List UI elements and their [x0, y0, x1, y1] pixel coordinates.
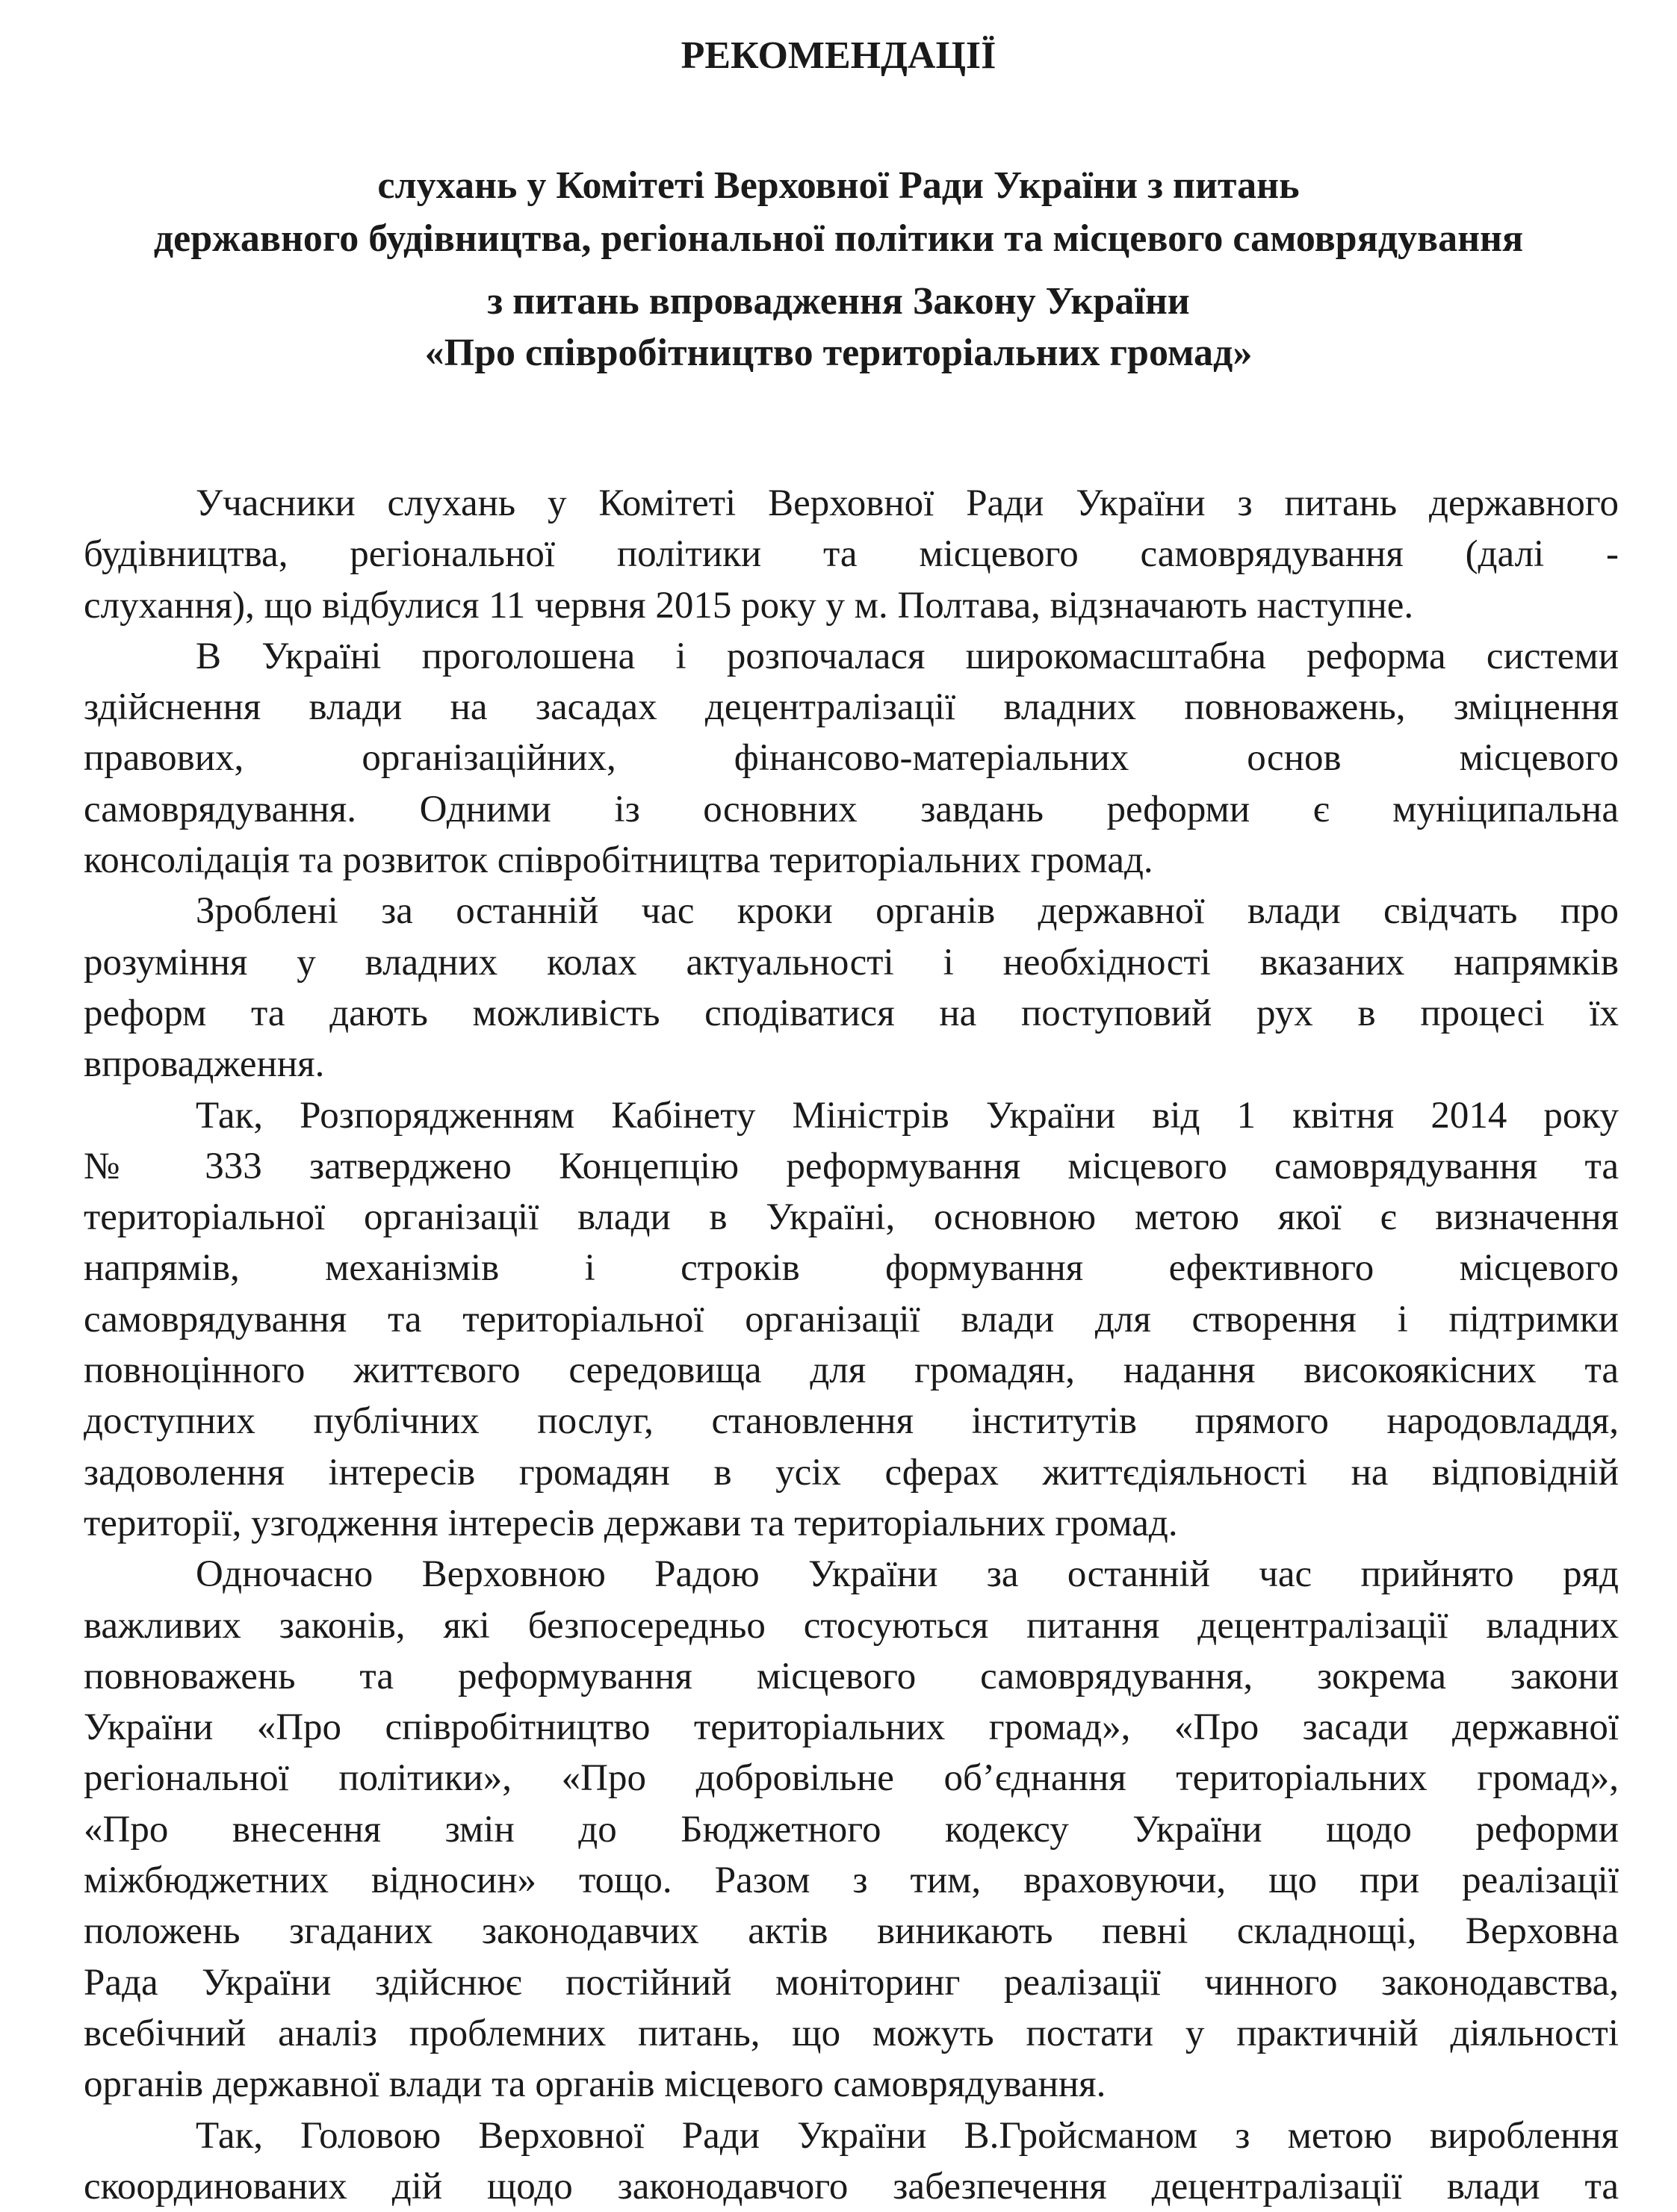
- text-line: консолідація та розвиток співробітництва територіальних громад.: [84, 835, 1619, 886]
- text-line: задоволення інтересів громадян в усіх сферах життєдіяльності на відповідній: [84, 1447, 1619, 1498]
- text-line: Рада України здійснює постійний моніторинг реалізації чинного законодавства,: [84, 1957, 1619, 2008]
- text-line: правових, організаційних, фінансово-матеріальних основ місцевого: [84, 733, 1619, 783]
- subtitle-line: державного будівництва, регіональної політики та місцевого самоврядування: [0, 214, 1677, 264]
- text-line: самоврядування та територіальної організації влади для створення і підтримки: [84, 1294, 1619, 1345]
- paragraph: [84, 1549, 1619, 2110]
- text-line: В Україні проголошена і розпочалася широкомасштабна реформа системи: [84, 631, 1619, 682]
- paragraph: [84, 886, 1619, 1090]
- text-line: слухання), що відбулися 11 червня 2015 року у м. Полтава, відзначають наступне.: [84, 580, 1619, 631]
- text-line: міжбюджетних відносин» тощо. Разом з тим, враховуючи, що при реалізації: [84, 1855, 1619, 1906]
- text-line: скоординованих дій щодо законодавчого забезпечення децентралізації влади та: [84, 2161, 1619, 2212]
- text-line: «Про внесення змін до Бюджетного кодексу України щодо реформи: [84, 1804, 1619, 1855]
- document-body: [84, 478, 1619, 2212]
- topic-line: «Про співробітництво територіальних громад»: [0, 328, 1677, 379]
- text-line: органів державної влади та органів місцевого самоврядування.: [84, 2059, 1619, 2110]
- text-line: всебічний аналіз проблемних питань, що можуть постати у практичній діяльності: [84, 2008, 1619, 2059]
- text-line: територіальної організації влади в Україні, основною метою якої є визначення: [84, 1192, 1619, 1243]
- text-line: території, узгодження інтересів держави та територіальних громад.: [84, 1498, 1619, 1549]
- paragraph: [84, 631, 1619, 886]
- text-line: регіональної політики», «Про добровільне об’єднання територіальних громад»,: [84, 1753, 1619, 1804]
- subtitle-line: слухань у Комітеті Верховної Ради України з питань: [0, 161, 1677, 211]
- document-title: РЕКОМЕНДАЦІЇ: [0, 31, 1677, 81]
- text-line: повноважень та реформування місцевого самоврядування, зокрема закони: [84, 1651, 1619, 1702]
- text-line: будівництва, регіональної політики та місцевого самоврядування (далі -: [84, 529, 1619, 580]
- text-line: № 333 затверджено Концепцію реформування місцевого самоврядування та: [84, 1141, 1619, 1192]
- text-line: України «Про співробітництво територіальних громад», «Про засади державної: [84, 1702, 1619, 1753]
- text-line: важливих законів, які безпосередньо стосуються питання децентралізації владних: [84, 1600, 1619, 1651]
- text-line: Так, Розпорядженням Кабінету Міністрів України від 1 квітня 2014 року: [84, 1090, 1619, 1141]
- text-line: положень згаданих законодавчих актів виникають певні складнощі, Верховна: [84, 1906, 1619, 1957]
- paragraph: [84, 2110, 1619, 2212]
- text-line: Учасники слухань у Комітеті Верховної Ради України з питань державного: [84, 478, 1619, 529]
- text-line: доступних публічних послуг, становлення інститутів прямого народовладдя,: [84, 1396, 1619, 1447]
- text-line: напрямів, механізмів і строків формування ефективного місцевого: [84, 1243, 1619, 1293]
- text-line: розуміння у владних колах актуальності і необхідності вказаних напрямків: [84, 937, 1619, 988]
- topic-line: з питань впровадження Закону України: [0, 276, 1677, 327]
- text-line: повноцінного життєвого середовища для громадян, надання високоякісних та: [84, 1345, 1619, 1396]
- text-line: Одночасно Верховною Радою України за останній час прийнято ряд: [84, 1549, 1619, 1600]
- paragraph: [84, 1090, 1619, 1550]
- text-line: Зроблені за останній час кроки органів державної влади свідчать про: [84, 886, 1619, 936]
- text-line: самоврядування. Одними із основних завдань реформи є муніципальна: [84, 784, 1619, 835]
- text-line: здійснення влади на засадах децентралізації владних повноважень, зміцнення: [84, 682, 1619, 733]
- text-line: реформ та дають можливість сподіватися на поступовий рух в процесі їх: [84, 988, 1619, 1039]
- text-line: впровадження.: [84, 1039, 1619, 1090]
- paragraph: [84, 478, 1619, 631]
- text-line: Так, Головою Верховної Ради України В.Гройсманом з метою вироблення: [84, 2110, 1619, 2161]
